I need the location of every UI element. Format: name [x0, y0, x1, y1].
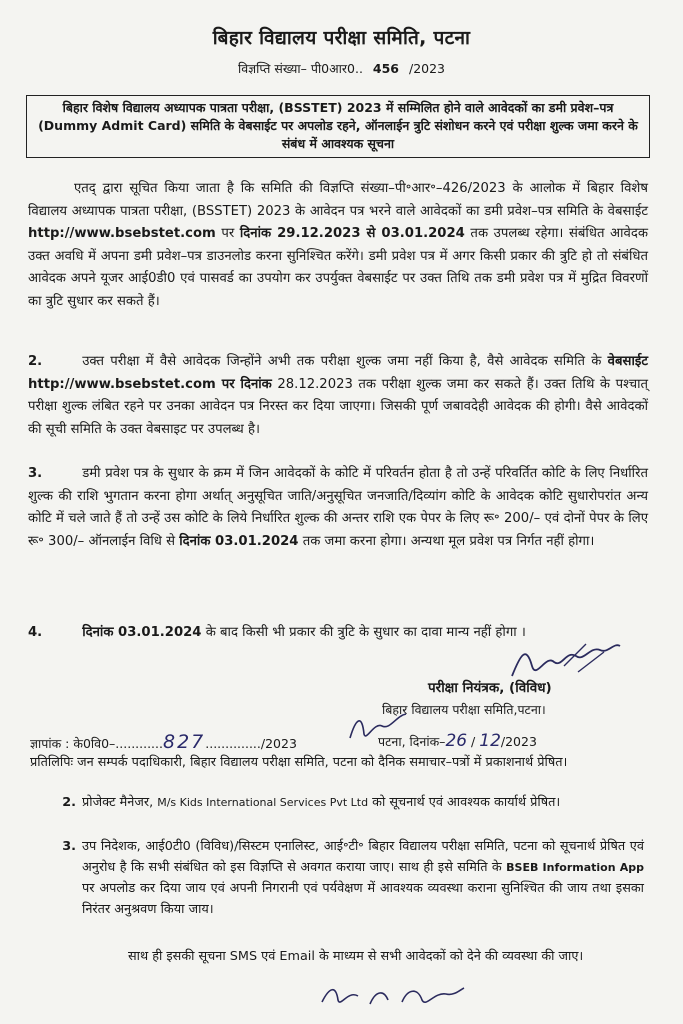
- p2-text-a: उक्त परीक्षा में वैसे आवेदक जिन्होंने अभी तक परीक्षा शुल्क जमा नहीं किया है, वैसे आवेदक समिति के: [82, 354, 608, 369]
- p4-number: 4.: [28, 625, 43, 640]
- p4-text-a: के बाद किसी भी प्रकार की त्रुटि के सुधार का दावा मान्य नहीं होगा ।: [201, 625, 526, 640]
- p3-text-a: डमी प्रवेश पत्र के सुधार के क्रम में जिन आवेदकों के कोटि में परिवर्तन होता है तो उन्हें परिवर्तित कोटि के लिए निर्धारित शुल्क की राशि भुगतान करना होगा अर्थात् अनुसूचित जाति/अनुसूचित जनजाति/दिव्यांग कोटि के आवेदक कोटि सुधारोपरांत अन्य कोटि में चले जाते हैं तो उन्हें उस कोटि के लिये निर्धारित शुल्क की अन्तर राशि एक पेपर के लिए रू॰ 200/– एवं दोनों पेपर के लिए रू॰ 300/– ऑनलाईन विधि से: [28, 466, 648, 549]
- p4-bold: दिनांक 03.01.2024: [82, 625, 202, 640]
- copy-3-text-b: पर अपलोड कर दिया जाय एवं अपनी निगरानी एवं पर्यवेक्षण में आवश्यक व्यवस्था कराना सुनिश्चित की जाय तथा इसका निरंतर अनुश्रवण किया जाय।: [82, 881, 644, 917]
- memo-year: /2023: [260, 736, 297, 751]
- copy-2-text-b: को सूचनार्थ एवं आवश्यक कार्यार्थ प्रेषित।: [368, 795, 561, 810]
- copy-2: [30, 792, 642, 813]
- date-year: /2023: [500, 734, 537, 749]
- p2-text-b: 28.12.2023 तक परीक्षा शुल्क जमा कर सकते हैं। उक्त तिथि के पश्चात् परीक्षा शुल्क लंबित रहने पर उनका आवेदन पत्र निरस्त कर दिया जाएगा। जिसकी पूर्ण जबावदेही आवेदक की होगी। वैसे आवेदकों की सूची समिति के उक्त वेबसाइट पर उपलब्ध है।: [28, 376, 648, 437]
- p2-bold: वेबसाईट http://www.bsebstet.com पर दिनांक: [28, 354, 648, 392]
- copy-3-text-a: उप निदेशक, आई0टी0 (विविध)/सिस्टम एनालिस्ट, आई॰टी॰ बिहार विद्यालय परीक्षा समिति, पटना को सूचनार्थ प्रेषित एवं अनुरोध है कि सभी संबंधित को इस विज्ञप्ति से अवगत कराया जाए। साथ ही इसे समिति के: [82, 839, 644, 875]
- place-date-label: पटना, दिनांक–: [378, 734, 446, 749]
- p1-date-range: दिनांक 29.12.2023 से 03.01.2024: [239, 226, 465, 242]
- p1-text-c: तक उपलब्ध रहेगा। संबंधित आवेदक उक्त अवधि में अपना डमी प्रवेश–पत्र डाउनलोड करना सुनिश्चित करेंगे। डमी प्रवेश पत्र में अगर किसी प्रकार की त्रुटि हो तो संबंधित आवेदक अपने यूजर आई0डी0 एवं पासवर्ड का उपयोग कर उपर्युक्त वेबसाईट पर उक्त तिथि तक डमी प्रवेश पत्र में मुद्रित विवरणों का त्रुटि सुधार कर सकते हैं।: [28, 226, 648, 309]
- memo-label: ज्ञापांक : के0वि0–: [30, 736, 116, 751]
- p3-bold: दिनांक 03.01.2024: [179, 533, 299, 549]
- place-date-line: पटना, दिनांक–26 / 12/2023: [378, 731, 537, 751]
- p1-text-b: पर: [215, 226, 240, 242]
- paragraph-3: [28, 463, 648, 553]
- p2-number: 2.: [28, 354, 43, 369]
- copy-3-continued: साथ ही इसकी सूचना SMS एवं Email के माध्यम से सभी आवेदकों को देने की व्यवस्था की जाए।: [128, 949, 584, 964]
- subject-box: बिहार विशेष विद्यालय अध्यापक पात्रता परीक्षा, (BSSTET) 2023 में सम्मिलित होने वाले आवेदकों का डमी प्रवेश–पत्र (Dummy Admit Card) समिति के वेबसाईट पर अपलोड रहने, ऑनलाईन त्रुटि संशोधन करने एवं परीक्षा शुल्क जमा करने के संबंध में आवश्यक सूचना: [26, 95, 650, 158]
- memo-number: 827: [162, 731, 206, 753]
- copy-3-number: 3.: [62, 839, 76, 854]
- page-title: बिहार विद्यालय परीक्षा समिति, पटना: [212, 27, 471, 49]
- copy-2-company: M/s Kids International Services Pvt Ltd: [157, 796, 369, 809]
- memo-dots: ............: [115, 736, 163, 751]
- notice-suffix: /2023: [408, 61, 446, 76]
- signer-organization: बिहार विद्यालय परीक्षा समिति,पटना।: [382, 702, 546, 717]
- notice-prefix: विज्ञप्ति संख्या– पी0आर0..: [237, 61, 363, 76]
- memo-line: ज्ञापांक : के0वि0–............827............../2023: [30, 731, 297, 753]
- signer-designation: परीक्षा नियंत्रक, (विविध): [428, 680, 552, 696]
- copy-3: [30, 836, 644, 920]
- paragraph-2: [28, 351, 648, 441]
- notice-number: 456: [372, 61, 399, 76]
- p3-number: 3.: [28, 466, 43, 481]
- p1-text-a: एतद् द्वारा सूचित किया जाता है कि समिति की विज्ञप्ति संख्या–पी॰आर॰–426/2023 के आलोक में बिहार विशेष विद्यालय अध्यापक पात्रता परीक्षा, (BSSTET) 2023 के आवेदन पत्र भरने वाले आवेदकों का डमी प्रवेश–पत्र समिति के वेबसाईट: [28, 181, 648, 219]
- date-day: 26: [445, 731, 468, 751]
- p1-url: http://www.bsebstet.com: [28, 226, 216, 242]
- bottom-signature: [318, 980, 468, 1014]
- copy-3-app: BSEB Information App: [506, 861, 644, 874]
- copy-2-text-a: प्रोजेक्ट मैनेजर,: [82, 795, 158, 810]
- date-month: 12: [479, 731, 501, 751]
- p3-text-b: तक जमा करना होगा। अन्यथा मूल प्रवेश पत्र निर्गत नहीं होगा।: [298, 533, 595, 549]
- paragraph-1: [28, 178, 648, 314]
- notice-number-line: [0, 60, 683, 77]
- copy-2-number: 2.: [62, 795, 76, 810]
- copy-1: प्रतिलिपिः जन सम्पर्क पदाधिकारी, बिहार विद्यालय परीक्षा समिति, पटना को दैनिक समाचार–पत्रों में प्रकाशनार्थ प्रेषित।: [30, 755, 568, 770]
